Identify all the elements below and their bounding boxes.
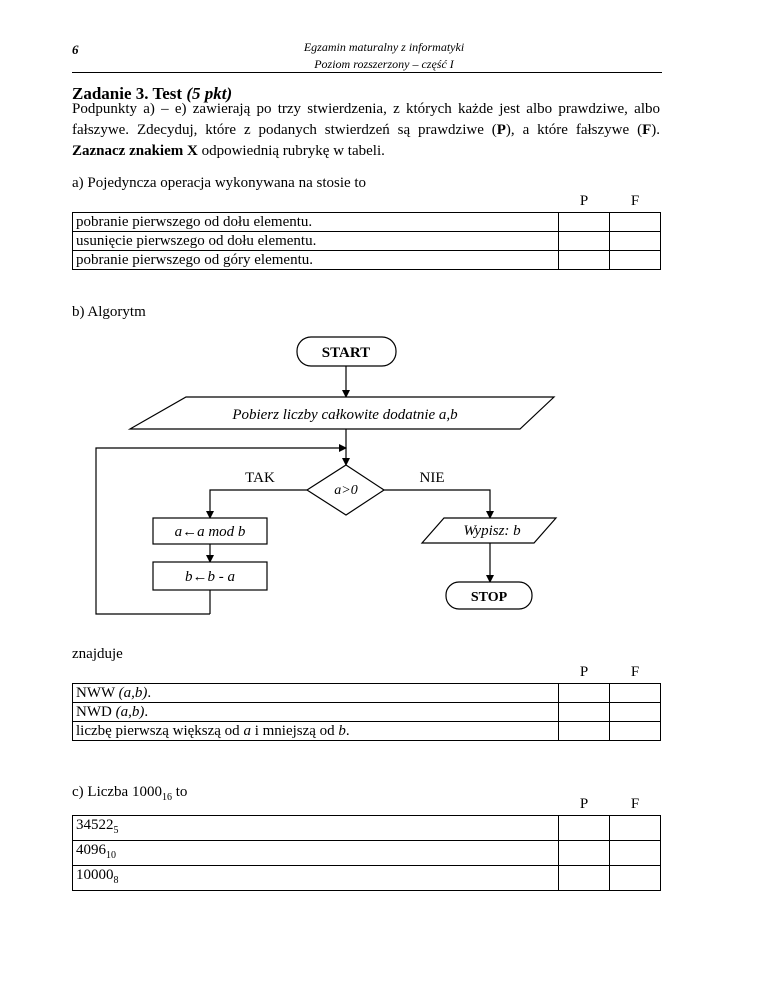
page-number: 6: [72, 42, 79, 57]
no-label: NIE: [419, 470, 445, 486]
answer-box-p[interactable]: [559, 841, 610, 866]
step2-label: b←b - a: [185, 569, 235, 585]
question-a-label: a) Pojedyncza operacja wykonywana na stosie to: [72, 175, 367, 191]
start-label: START: [321, 345, 371, 361]
answer-box-f[interactable]: [610, 684, 661, 703]
table-row: pobranie pierwszego od dołu elementu.: [73, 213, 661, 232]
answer-box-p[interactable]: [559, 722, 610, 741]
answer-box-f[interactable]: [610, 841, 661, 866]
column-p: P: [579, 796, 589, 812]
question-c-table: [72, 793, 661, 891]
column-p: P: [579, 193, 589, 209]
column-f: F: [630, 664, 640, 680]
answer-box-p[interactable]: [559, 703, 610, 722]
answer-box-f[interactable]: [610, 866, 661, 891]
column-f: F: [630, 796, 640, 812]
column-p: P: [579, 664, 589, 680]
question-c-label: c) Liczba $1000_{16}$ to: [72, 784, 188, 803]
header-level: Poziom rozszerzony – część I: [314, 57, 454, 71]
table-row: NWW (a,b).: [73, 684, 661, 703]
table-row: NWD (a,b).: [73, 703, 661, 722]
answer-box-p[interactable]: [559, 866, 610, 891]
yes-label: TAK: [245, 470, 275, 486]
answer-box-f[interactable]: [610, 816, 661, 841]
input-label: Pobierz liczby całkowite dodatnie a,b: [232, 407, 458, 423]
condition-label: a>0: [334, 483, 358, 498]
table-row: liczbę pierwszą większą od a i mniejszą od b.: [73, 722, 661, 741]
table-row: $10000_8$: [73, 866, 661, 891]
table-row: pobranie pierwszego od góry elementu.: [73, 251, 661, 270]
step1-label: a←a mod b: [174, 524, 246, 540]
answer-box-f[interactable]: [610, 722, 661, 741]
table-row: $4096_{10}$: [73, 841, 661, 866]
table-row: $34522_5$: [73, 816, 661, 841]
question-b-after: znajduje: [72, 646, 123, 662]
answer-box-p[interactable]: [559, 816, 610, 841]
task-instructions: Podpunkty a) – e) zawierają po trzy stwierdzenia, z których każde jest albo prawdziwe, albo fałszywe. Zdecyduj, które z podanych stwierdzeń są prawdziwe (P), a które fałszywe (F). Zaznacz znakiem X odpowiednią rubrykę w tabeli.: [72, 101, 660, 159]
question-b-table: [72, 661, 661, 741]
task-title: Zadanie 3. Test (5 pkt): [72, 84, 233, 103]
answer-box-p[interactable]: [559, 684, 610, 703]
header-exam-title: Egzamin maturalny z informatyki: [303, 40, 465, 54]
question-b-label: b) Algorytm: [72, 304, 146, 320]
stop-label: STOP: [470, 590, 508, 605]
output-label: Wypisz: b: [463, 523, 521, 539]
table-row: usunięcie pierwszego od dołu elementu.: [73, 232, 661, 251]
column-f: F: [630, 193, 640, 209]
answer-box-f[interactable]: [610, 703, 661, 722]
